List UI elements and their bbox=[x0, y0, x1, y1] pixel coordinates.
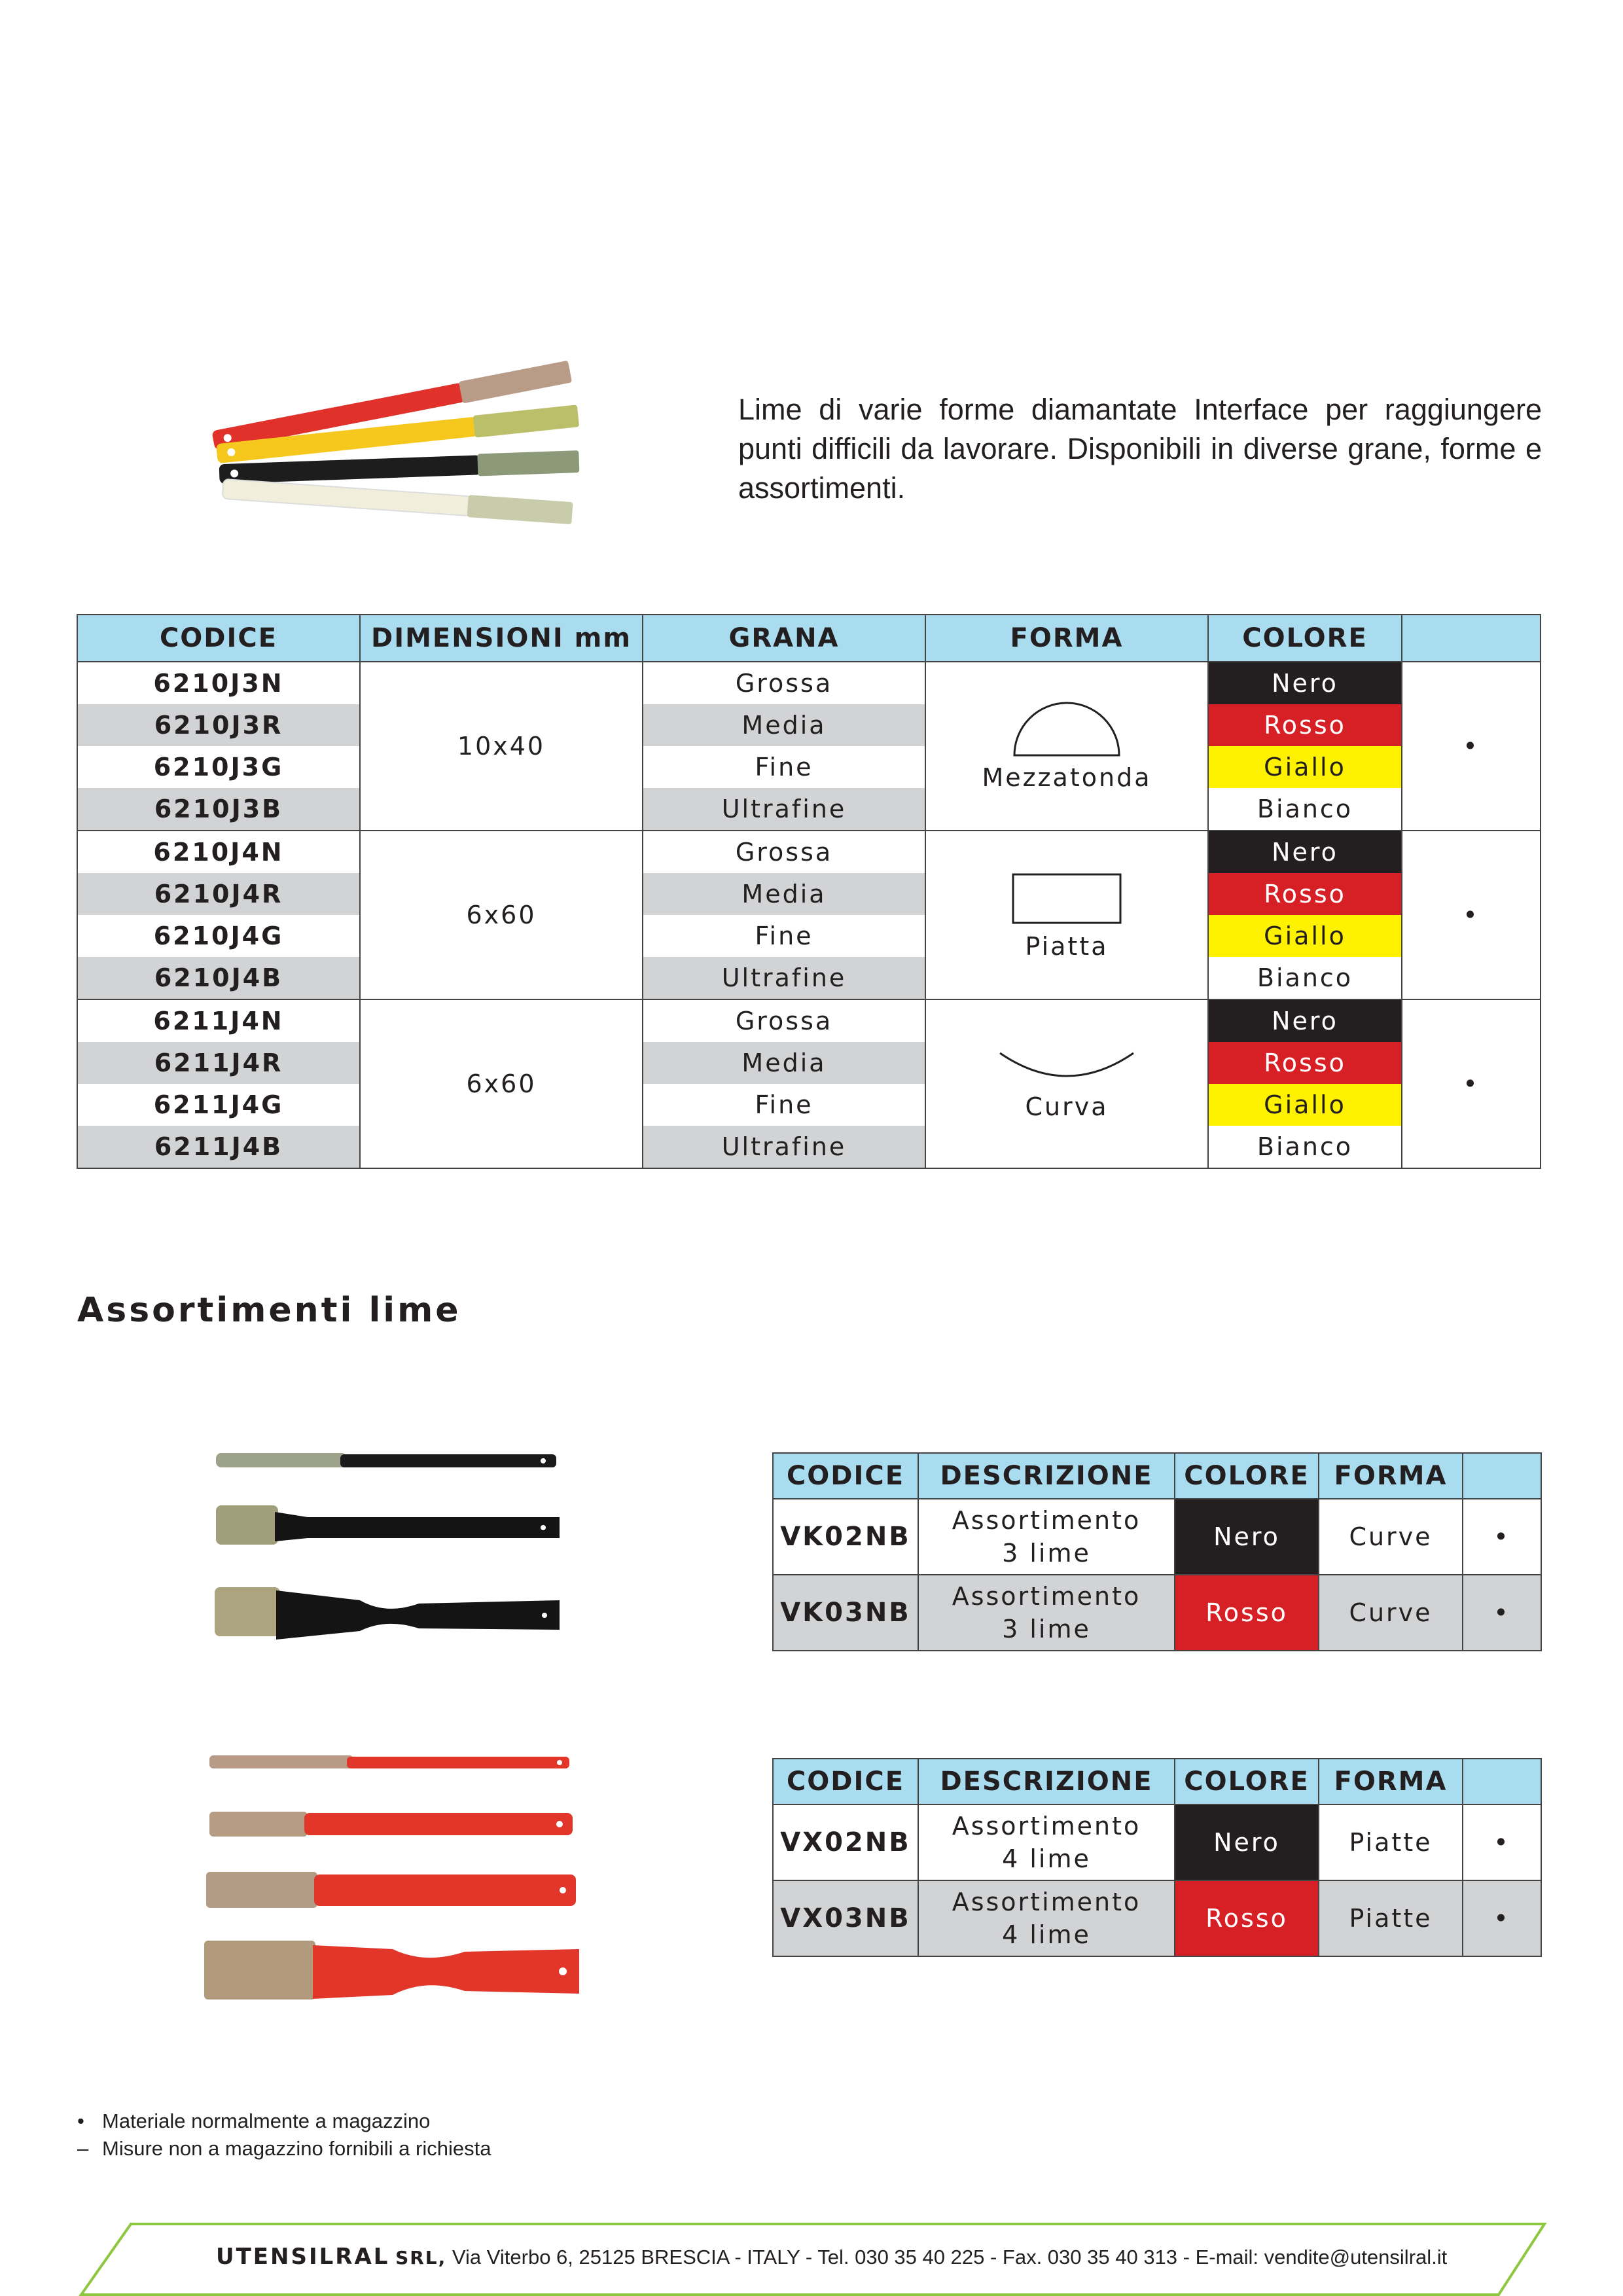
grana-cell: Grossa bbox=[643, 662, 925, 704]
header-colore: COLORE bbox=[1175, 1453, 1319, 1499]
grana-cell: Grossa bbox=[643, 999, 925, 1042]
codice-cell: 6211J4R bbox=[77, 1042, 360, 1084]
colore-cell: Giallo bbox=[1208, 746, 1402, 788]
descrizione-line-1: Assortimento bbox=[952, 1506, 1141, 1535]
codice-cell: VK03NB bbox=[773, 1575, 918, 1651]
forma-cell: Piatte bbox=[1319, 1804, 1463, 1880]
descrizione-line-2: 3 lime bbox=[1002, 1615, 1091, 1643]
table-row bbox=[77, 1126, 1541, 1168]
company-brand: UTENSILRAL bbox=[216, 2244, 390, 2270]
table-row bbox=[77, 746, 1541, 788]
header-dimensioni: DIMENSIONI mm bbox=[360, 615, 643, 662]
header-availability bbox=[1402, 615, 1541, 662]
codice-cell: 6210J4B bbox=[77, 957, 360, 999]
codice-cell: 6211J4N bbox=[77, 999, 360, 1042]
colore-cell: Nero bbox=[1208, 662, 1402, 704]
table-row bbox=[773, 1880, 1541, 1956]
company-address: Via Viterbo 6, 25125 BRESCIA - ITALY - Tel. 030 35 40 225 - Fax. 030 35 40 313 - E-mail: vendite@utensilral.it bbox=[452, 2246, 1448, 2269]
forma-cell: Curve bbox=[1319, 1499, 1463, 1575]
descrizione-line-2: 3 lime bbox=[1002, 1539, 1091, 1568]
black-file-medium bbox=[216, 1505, 560, 1545]
grana-cell: Ultrafine bbox=[643, 957, 925, 999]
grana-cell: Media bbox=[643, 873, 925, 915]
colore-cell: Bianco bbox=[1208, 788, 1402, 831]
section-heading: Assortimenti lime bbox=[77, 1291, 461, 1330]
table-row bbox=[77, 873, 1541, 915]
descrizione-cell bbox=[918, 1880, 1175, 1956]
colore-cell: Rosso bbox=[1175, 1575, 1319, 1651]
descrizione-cell bbox=[918, 1575, 1175, 1651]
header-forma: FORMA bbox=[1319, 1453, 1463, 1499]
availability-dot: • bbox=[1402, 662, 1541, 831]
availability-dot: • bbox=[1463, 1880, 1541, 1956]
grana-cell: Ultrafine bbox=[643, 788, 925, 831]
header-descrizione: DESCRIZIONE bbox=[918, 1759, 1175, 1804]
colore-cell: Nero bbox=[1175, 1499, 1319, 1575]
header-codice: CODICE bbox=[773, 1453, 918, 1499]
colore-cell: Bianco bbox=[1208, 957, 1402, 999]
codice-cell: 6210J3N bbox=[77, 662, 360, 704]
colore-cell: Rosso bbox=[1208, 1042, 1402, 1084]
forma-cell: Curve bbox=[1319, 1575, 1463, 1651]
header-colore: COLORE bbox=[1208, 615, 1402, 662]
header-forma: FORMA bbox=[925, 615, 1208, 662]
header-colore: COLORE bbox=[1175, 1759, 1319, 1804]
grana-cell: Media bbox=[643, 1042, 925, 1084]
header-codice: CODICE bbox=[773, 1759, 918, 1804]
dimensioni-cell: 10x40 bbox=[360, 662, 643, 831]
table-row bbox=[77, 957, 1541, 999]
codice-cell: 6210J3B bbox=[77, 788, 360, 831]
table-row bbox=[773, 1499, 1541, 1575]
red-file-medium bbox=[209, 1812, 573, 1837]
table-row bbox=[77, 1042, 1541, 1084]
header-descrizione: DESCRIZIONE bbox=[918, 1453, 1175, 1499]
legend-item bbox=[77, 2135, 491, 2162]
descrizione-line-1: Assortimento bbox=[952, 1812, 1141, 1840]
grana-cell: Fine bbox=[643, 1084, 925, 1126]
legend-dash-symbol: – bbox=[77, 2137, 89, 2160]
red-file-thin bbox=[209, 1755, 569, 1768]
grana-cell: Fine bbox=[643, 746, 925, 788]
codice-cell: 6210J3G bbox=[77, 746, 360, 788]
red-file-wide bbox=[206, 1872, 576, 1908]
header-availability bbox=[1463, 1759, 1541, 1804]
table-row bbox=[773, 1804, 1541, 1880]
codice-cell: 6210J4G bbox=[77, 915, 360, 957]
grana-cell: Grossa bbox=[643, 831, 925, 873]
colore-cell: Giallo bbox=[1208, 915, 1402, 957]
descrizione-cell bbox=[918, 1499, 1175, 1575]
header-codice: CODICE bbox=[77, 615, 360, 662]
footer-contact bbox=[216, 2244, 1447, 2270]
header-grana: GRANA bbox=[643, 615, 925, 662]
forma-label: Mezzatonda bbox=[982, 763, 1152, 792]
descrizione-line-1: Assortimento bbox=[952, 1888, 1141, 1916]
legend-bullet-symbol: • bbox=[77, 2109, 84, 2132]
colore-cell: Rosso bbox=[1208, 873, 1402, 915]
curva-shape-icon bbox=[995, 1047, 1139, 1086]
grana-cell: Fine bbox=[643, 915, 925, 957]
red-file-shaped bbox=[204, 1941, 579, 2000]
colore-cell: Giallo bbox=[1208, 1084, 1402, 1126]
forma-label: Curva bbox=[1025, 1092, 1109, 1121]
grana-cell: Ultrafine bbox=[643, 1126, 925, 1168]
forma-cell bbox=[925, 999, 1208, 1168]
assortment-table-vx bbox=[772, 1758, 1542, 1957]
company-suffix: SRL, bbox=[395, 2247, 447, 2269]
availability-dot: • bbox=[1463, 1804, 1541, 1880]
mezzatonda-shape-icon bbox=[1008, 700, 1126, 759]
codice-cell: 6210J4R bbox=[77, 873, 360, 915]
forma-cell: Piatte bbox=[1319, 1880, 1463, 1956]
grana-cell: Media bbox=[643, 704, 925, 746]
availability-dot: • bbox=[1463, 1499, 1541, 1575]
colore-cell: Bianco bbox=[1208, 1126, 1402, 1168]
codice-cell: 6210J4N bbox=[77, 831, 360, 873]
codice-cell: 6211J4G bbox=[77, 1084, 360, 1126]
files-product-image bbox=[196, 331, 589, 553]
descrizione-line-2: 4 lime bbox=[1002, 1844, 1091, 1873]
header-availability bbox=[1463, 1453, 1541, 1499]
codice-cell: VX02NB bbox=[773, 1804, 918, 1880]
header-forma: FORMA bbox=[1319, 1759, 1463, 1804]
dimensioni-cell: 6x60 bbox=[360, 999, 643, 1168]
main-table-header bbox=[77, 615, 1541, 662]
intro-description: Lime di varie forme diamantate Interface per raggiungere punti difficili da lavorare. Disponibili in diverse grane, forme e assortimenti. bbox=[738, 393, 1542, 505]
black-file-wide bbox=[215, 1587, 560, 1640]
forma-cell bbox=[925, 831, 1208, 999]
assortment-header bbox=[773, 1453, 1541, 1499]
codice-cell: 6210J3R bbox=[77, 704, 360, 746]
white-file bbox=[222, 478, 573, 524]
colore-cell: Rosso bbox=[1208, 704, 1402, 746]
forma-label: Piatta bbox=[1025, 932, 1109, 961]
table-row bbox=[77, 915, 1541, 957]
legend bbox=[77, 2108, 491, 2162]
descrizione-line-2: 4 lime bbox=[1002, 1920, 1091, 1949]
table-row bbox=[77, 788, 1541, 831]
availability-dot: • bbox=[1463, 1575, 1541, 1651]
piatta-shape-icon bbox=[1008, 869, 1126, 928]
black-assortment-image bbox=[203, 1440, 569, 1662]
codice-cell: VK02NB bbox=[773, 1499, 918, 1575]
table-row bbox=[77, 831, 1541, 873]
codice-cell: VX03NB bbox=[773, 1880, 918, 1956]
red-assortment-image bbox=[196, 1741, 589, 2016]
dimensioni-cell: 6x60 bbox=[360, 831, 643, 999]
black-file-thin bbox=[216, 1453, 556, 1467]
colore-cell: Rosso bbox=[1175, 1880, 1319, 1956]
colore-cell: Nero bbox=[1175, 1804, 1319, 1880]
descrizione-cell bbox=[918, 1804, 1175, 1880]
legend-text: Materiale normalmente a magazzino bbox=[102, 2109, 431, 2132]
assortment-header bbox=[773, 1759, 1541, 1804]
colore-cell: Nero bbox=[1208, 999, 1402, 1042]
codice-cell: 6211J4B bbox=[77, 1126, 360, 1168]
colore-cell: Nero bbox=[1208, 831, 1402, 873]
table-row bbox=[773, 1575, 1541, 1651]
table-row bbox=[77, 704, 1541, 746]
assortment-table-vk bbox=[772, 1452, 1542, 1651]
legend-item bbox=[77, 2108, 491, 2135]
table-row bbox=[77, 1084, 1541, 1126]
main-product-table bbox=[77, 614, 1541, 1169]
table-row bbox=[77, 662, 1541, 704]
availability-dot: • bbox=[1402, 999, 1541, 1168]
availability-dot: • bbox=[1402, 831, 1541, 999]
legend-text: Misure non a magazzino fornibili a richiesta bbox=[102, 2137, 491, 2160]
table-row bbox=[77, 999, 1541, 1042]
forma-cell bbox=[925, 662, 1208, 831]
descrizione-line-1: Assortimento bbox=[952, 1582, 1141, 1611]
